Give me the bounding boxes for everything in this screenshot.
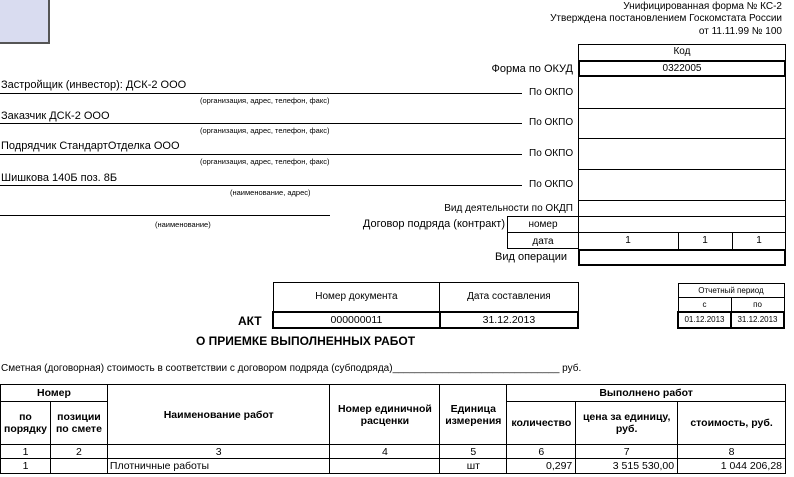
- contract-date-month: 1: [702, 235, 708, 246]
- header-naim: Наименование работ: [107, 385, 330, 445]
- period-label: Отчетный период: [678, 284, 784, 298]
- okpo-label-1: По ОКПО: [529, 87, 574, 98]
- form-approval-line: Утверждена постановлением Госкомстата России: [550, 13, 782, 24]
- customer-hint: (организация, адрес, телефон, факс): [200, 126, 330, 135]
- col-num: 8: [678, 445, 786, 459]
- header-nomer: Номер: [1, 385, 108, 402]
- developer-hint: (организация, адрес, телефон, факс): [200, 96, 330, 105]
- kod-header: Код: [673, 46, 691, 57]
- operation-label: Вид операции: [495, 251, 567, 263]
- contract-label: Договор подряда (контракт): [362, 218, 505, 230]
- row-n: 1: [1, 459, 51, 474]
- doc-number-value: 000000011: [273, 312, 440, 328]
- okud-value: 0322005: [662, 63, 702, 74]
- works-table: [0, 384, 786, 474]
- period-to-value: 31.12.2013: [731, 312, 784, 328]
- period-from-value: 01.12.2013: [678, 312, 731, 328]
- period-to-label: по: [731, 298, 784, 312]
- contract-data-label: дата: [532, 236, 554, 247]
- col-num: 2: [50, 445, 107, 459]
- row-qty: 0,297: [507, 459, 576, 474]
- okdp-label: Вид деятельности по ОКДП: [444, 203, 573, 214]
- doc-number-label: Номер документа: [273, 283, 440, 312]
- col-num: 4: [330, 445, 440, 459]
- header-po-poryadku: по порядку: [1, 402, 51, 445]
- col-num: 1: [1, 445, 51, 459]
- form-name-line: Унифицированная форма № КС-2: [623, 1, 782, 12]
- col-num: 3: [107, 445, 330, 459]
- contract-nomer-label: номер: [528, 219, 558, 230]
- form-date-line: от 11.11.99 № 100: [698, 26, 782, 37]
- okpo-label-2: По ОКПО: [529, 117, 574, 128]
- col-num: 5: [440, 445, 507, 459]
- developer-field: Застройщик (инвестор): ДСК-2 ООО: [1, 79, 187, 91]
- row-name: Плотничные работы: [107, 459, 330, 474]
- row-rasc: [330, 459, 440, 474]
- row-pos: [50, 459, 107, 474]
- doc-date-label: Дата составления: [440, 283, 578, 312]
- header-stoim: стоимость, руб.: [678, 402, 786, 445]
- header-vypolneno: Выполнено работ: [507, 385, 786, 402]
- site-field: Шишкова 140Б поз. 8Б: [1, 172, 118, 184]
- period-from-label: с: [678, 298, 731, 312]
- header-pozicii: позиции по смете: [50, 402, 107, 445]
- table-row: [1, 459, 786, 474]
- col-num: 7: [576, 445, 678, 459]
- header-ed-izm: Единица измерения: [440, 385, 507, 445]
- col-num: 6: [507, 445, 576, 459]
- corner-placeholder-box: [0, 0, 50, 44]
- act-document-table: [272, 282, 579, 329]
- header-kolvo: количество: [507, 402, 576, 445]
- name-hint: (наименование): [155, 220, 211, 229]
- reporting-period-table: [677, 283, 785, 329]
- contract-date-year: 1: [756, 235, 762, 246]
- doc-date-value: 31.12.2013: [440, 312, 578, 328]
- okud-label: Форма по ОКУД: [491, 63, 573, 75]
- act-label: АКТ: [238, 314, 262, 328]
- customer-field: Заказчик ДСК-2 ООО: [1, 110, 110, 122]
- okpo-label-4: По ОКПО: [529, 179, 574, 190]
- estimate-line: Сметная (договорная) стоимость в соответствии с договором подряда (субподряда)______________________________ руб.: [1, 363, 582, 374]
- contractor-hint: (организация, адрес, телефон, факс): [200, 157, 330, 166]
- contract-date-day: 1: [625, 235, 631, 246]
- okpo-label-3: По ОКПО: [529, 148, 574, 159]
- row-unit: шт: [440, 459, 507, 474]
- contractor-field: Подрядчик СтандартОтделка ООО: [1, 140, 180, 152]
- header-cena: цена за единицу, руб.: [576, 402, 678, 445]
- column-numbers-row: [1, 445, 786, 459]
- site-hint: (наименование, адрес): [230, 188, 311, 197]
- act-title: О ПРИЕМКЕ ВЫПОЛНЕННЫХ РАБОТ: [196, 334, 416, 348]
- row-cost: 1 044 206,28: [678, 459, 786, 474]
- header-ed-rasc: Номер единичной расценки: [330, 385, 440, 445]
- row-price: 3 515 530,00: [576, 459, 678, 474]
